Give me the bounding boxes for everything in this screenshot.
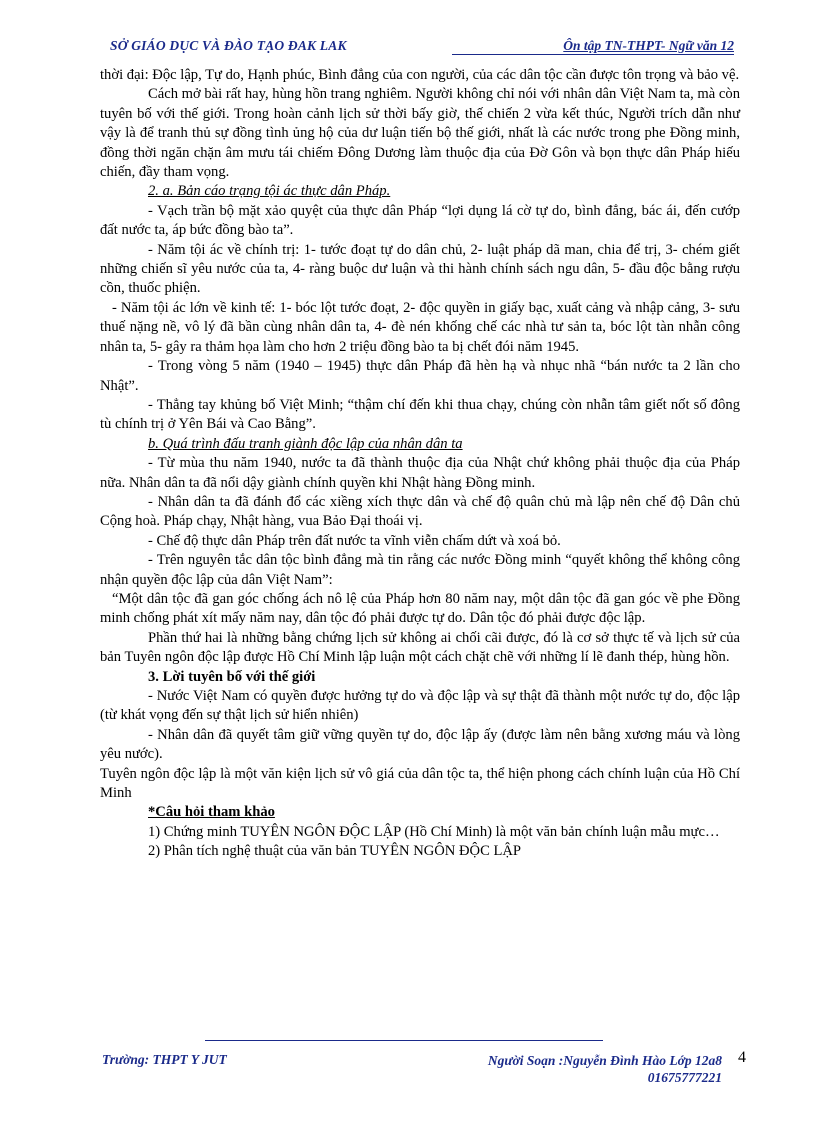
quotation: “Một dân tộc đã gan góc chống ách nô lệ của Pháp hơn 80 năm nay, một dân tộc đã gan góc về phe Đồng minh chống phát xít mấy năm nay, dân tộc đó phải được tự do. Dân tộc đó phải được độc lập. [100, 590, 740, 627]
question-item: 2) Phân tích nghệ thuật của văn bản TUYÊN NGÔN ĐỘC LẬP [148, 843, 522, 860]
footer-school: Trường: THPT Y JUT [102, 1052, 227, 1067]
paragraph: - Nước Việt Nam có quyền được hưởng tự do và độc lập và sự thật đã thành một nước tự do, độc lập (từ khát vọng đến sự thật lịch sử hiển nhiên) [100, 688, 740, 724]
paragraph: Phần thứ hai là những bằng chứng lịch sử không ai chối cãi được, đó là cơ sở thực tế và lịch sử của bản Tuyên ngôn độc lập được Hồ Chí Minh lập luận một cách chặt chẽ với những lí lẽ đanh thép, hùng hồn. [100, 629, 740, 666]
paragraph: Cách mở bài rất hay, hùng hồn trang nghiêm. Người không chỉ nói với nhân dân Việt Nam ta, mà còn tuyên bố với thế giới. Trong hoàn cảnh lịch sử thời bấy giờ, thế chiến 2 vừa kết thúc, Người trích dẫn như vậy là để tranh thủ sự đồng tình ủng hộ của dư luận tiến bộ thế giới, nhất là các nước trong phe Đồng minh, đồng thời ngăn chặn âm mưu tái chiếm Đông Dương làm thuộc địa của Đờ Gôn và bọn thực dân Pháp hiếu chiến, đầy tham vọng. [100, 86, 740, 181]
footer-phone: 01675777221 [647, 1070, 722, 1085]
paragraph: - Năm tội ác về chính trị: 1- tước đoạt tự do dân chủ, 2- luật pháp dã man, chia để trị, 3- chém giết những chiến sĩ yêu nước của ta, 4- ràng buộc dư luận và thi hành chính sách ngu dân, 5- đầu độc bằng rượu cồn, thuốc phiện. [100, 241, 740, 297]
paragraph: - Nhân dân đã quyết tâm giữ vững quyền tự do, độc lập ấy (được làm nên bằng xương máu và lòng yêu nước). [100, 726, 740, 763]
footer-author [436, 1052, 722, 1086]
section-heading-2b-text: b. Quá trình đấu tranh giành độc lập của nhân dân ta [148, 435, 463, 452]
section-heading-3 [100, 668, 740, 687]
header-subject-text: Ôn tập TN-THPT- Ngữ văn 12 [563, 38, 734, 53]
paragraph: thời đại: Độc lập, Tự do, Hạnh phúc, Bình đẳng của con người, của các dân tộc cần được tôn trọng và bảo vệ. [100, 67, 740, 83]
header-rule [452, 54, 734, 55]
document-body [100, 66, 740, 862]
paragraph: - Chế độ thực dân Pháp trên đất nước ta vĩnh viễn chấm dứt và xoá bỏ. [148, 532, 561, 549]
section-heading-3-text: 3. Lời tuyên bố với thế giới [148, 668, 316, 685]
question-item: 1) Chứng minh TUYÊN NGÔN ĐỘC LẬP (Hồ Chí Minh) là một văn bản chính luận mẫu mực… [148, 823, 720, 840]
section-heading-2b [100, 435, 740, 454]
page-number: 4 [738, 1049, 746, 1066]
paragraph: - Nhân dân ta đã đánh đổ các xiềng xích thực dân và chế độ quân chủ mà lập nên chế độ Dân chủ Cộng hoà. Pháp chạy, Nhật hàng, vua Bảo Đại thoái vị. [100, 493, 740, 530]
footer-author-name: Người Soạn :Nguyễn Đình Hào Lớp 12a8 [487, 1053, 722, 1068]
paragraph: - Thẳng tay khủng bố Việt Minh; “thậm chí đến khi thua chạy, chúng còn nhẫn tâm giết nốt số đông tù chính trị ở Yên Bái và Cao Bằng”. [100, 396, 740, 433]
section-heading-questions-text: *Câu hỏi tham khảo [148, 804, 275, 821]
section-heading-questions [100, 803, 740, 822]
paragraph: - Từ mùa thu năm 1940, nước ta đã thành thuộc địa của Nhật chứ không phải thuộc địa của Pháp nữa. Nhân dân ta đã nổi dậy giành chính quyền khi Nhật hàng Đồng minh. [100, 455, 740, 491]
section-heading-2a-text: 2. a. Bản cáo trạng tội ác thực dân Pháp. [148, 183, 391, 200]
paragraph: - Năm tội ác lớn về kinh tế: 1- bóc lột tước đoạt, 2- độc quyền in giấy bạc, xuất cảng và nhập cảng, 3- sưu thuế nặng nề, vô lý đã bần cùng nhân dân ta, 4- đè nén khống chế các nhà tư sản ta, bóc lột tàn nhẫn công nhân ta, 5- gây ra thảm họa làm cho hơn 2 triệu đồng bào ta bị chết đói năm 1945. [100, 299, 740, 355]
header-subject [452, 38, 734, 54]
header-department: SỞ GIÁO DỤC VÀ ĐÀO TẠO ĐAK LAK [110, 38, 347, 53]
footer-rule [205, 1040, 603, 1041]
section-heading-2a [100, 182, 740, 201]
paragraph: - Trên nguyên tắc dân tộc bình đẳng mà tin rằng các nước Đồng minh “quyết không thể không công nhận quyền độc lập của dân Việt Nam”: [100, 552, 740, 588]
paragraph: - Vạch trần bộ mặt xảo quyệt của thực dân Pháp “lợi dụng lá cờ tự do, bình đẳng, bác ái, đến cướp đất nước ta, áp bức đồng bào ta”. [100, 202, 740, 239]
paragraph: Tuyên ngôn độc lập là một văn kiện lịch sử vô giá của dân tộc ta, thể hiện phong cách chính luận của Hồ Chí Minh [100, 765, 740, 802]
paragraph: - Trong vòng 5 năm (1940 – 1945) thực dân Pháp đã hèn hạ và nhục nhã “bán nước ta 2 lần cho Nhật”. [100, 358, 740, 394]
